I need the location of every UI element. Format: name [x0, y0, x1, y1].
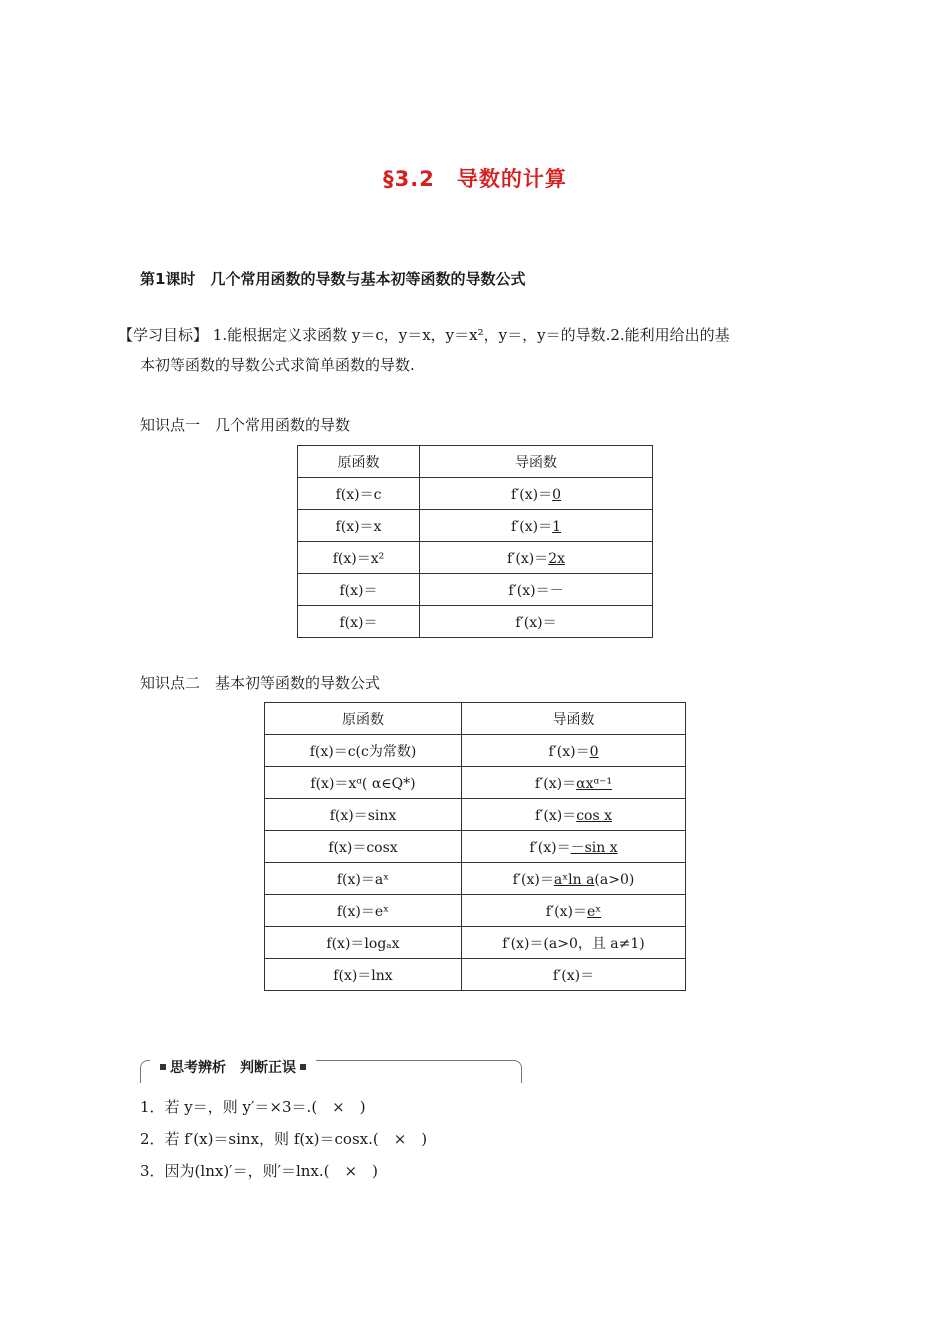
table-row	[265, 831, 686, 863]
derivative-cell	[462, 927, 686, 959]
derivative-cell	[462, 895, 686, 927]
think-label-a: 思考辨析	[170, 1060, 226, 1076]
page-title: §3.2 导数的计算	[383, 167, 567, 191]
original-function-cell: f(x)＝c(c为常数)	[265, 735, 462, 767]
goals-line-2: 本初等函数的导数公式求简单函数的导数.	[140, 356, 415, 374]
table-row	[298, 574, 653, 606]
question-2: 2．若 f′(x)＝sinx，则 f(x)＝cosx.( × )	[140, 1130, 428, 1148]
derivative-text: f′(x)＝	[534, 775, 577, 792]
think-label	[150, 1057, 316, 1077]
original-function-cell: f(x)＝x²	[298, 542, 420, 574]
square-bullet-icon	[160, 1064, 166, 1070]
original-function-cell: f(x)＝	[298, 574, 420, 606]
table-row	[265, 799, 686, 831]
square-bullet-icon	[300, 1064, 306, 1070]
derivative-text: f′(x)＝	[510, 518, 553, 535]
derivative-answer: αxᵅ⁻¹	[576, 775, 613, 792]
original-function-cell: f(x)＝sinx	[265, 799, 462, 831]
original-function-cell: f(x)＝	[298, 606, 420, 638]
table-row	[265, 895, 686, 927]
derivative-cell	[462, 735, 686, 767]
section-2-heading: 知识点二 基本初等函数的导数公式	[140, 674, 381, 692]
derivative-answer: aˣln a	[553, 871, 595, 888]
learning-goals	[118, 320, 818, 380]
derivative-cell	[462, 863, 686, 895]
table-header-derivative: 导函数	[420, 446, 653, 478]
derivative-cell	[420, 606, 653, 638]
original-function-cell: f(x)＝x	[298, 510, 420, 542]
question-1: 1．若 y＝，则 y′＝×3＝.( × )	[140, 1098, 366, 1116]
derivative-cell	[420, 478, 653, 510]
derivative-cell	[462, 831, 686, 863]
table-row	[298, 542, 653, 574]
derivative-text: f′(x)＝	[545, 903, 587, 920]
original-function-cell: f(x)＝aˣ	[265, 863, 462, 895]
table-common-derivatives	[297, 445, 653, 638]
original-function-cell: f(x)＝logₐx	[265, 927, 462, 959]
original-function-cell: f(x)＝c	[298, 478, 420, 510]
table-row	[265, 959, 686, 991]
original-function-cell: f(x)＝cosx	[265, 831, 462, 863]
derivative-answer: eˣ	[586, 903, 602, 920]
derivative-text: f′(x)＝(a>0，且 a≠1)	[502, 935, 645, 952]
derivative-cell	[420, 574, 653, 606]
derivative-text: f′(x)＝	[507, 550, 549, 567]
derivative-text: f′(x)＝	[515, 614, 557, 631]
derivative-answer: 0	[552, 486, 562, 503]
table-header-derivative: 导函数	[462, 703, 686, 735]
derivative-text: f′(x)＝	[548, 743, 590, 760]
table-row	[265, 767, 686, 799]
derivative-text: f′(x)＝	[512, 871, 554, 888]
table-header-original: 原函数	[298, 446, 420, 478]
derivative-text: f′(x)＝－	[508, 582, 564, 599]
table-row	[298, 478, 653, 510]
derivative-answer: －sin x	[570, 839, 618, 856]
derivative-text: (a>0)	[594, 871, 635, 888]
question-3: 3．因为(lnx)′＝，则′＝lnx.( × )	[140, 1162, 378, 1180]
table-basic-formulas	[264, 702, 686, 991]
goals-line-1: 1.能根据定义求函数 y＝c，y＝x，y＝x²，y＝，y＝的导数.2.能利用给出的基	[212, 326, 730, 344]
derivative-cell	[420, 542, 653, 574]
derivative-text: f′(x)＝	[510, 486, 553, 503]
table-row	[298, 510, 653, 542]
table-row	[265, 927, 686, 959]
derivative-cell	[462, 959, 686, 991]
derivative-answer: cos x	[576, 807, 612, 824]
derivative-answer: 1	[552, 518, 562, 535]
original-function-cell: f(x)＝eˣ	[265, 895, 462, 927]
table-row	[265, 863, 686, 895]
original-function-cell: f(x)＝lnx	[265, 959, 462, 991]
derivative-text: f′(x)＝	[552, 967, 595, 984]
derivative-answer: 2x	[548, 550, 565, 567]
derivative-cell	[462, 799, 686, 831]
derivative-cell	[462, 767, 686, 799]
section-1-heading: 知识点一 几个常用函数的导数	[140, 416, 351, 434]
derivative-answer: 0	[589, 743, 599, 760]
table-row	[265, 735, 686, 767]
original-function-cell: f(x)＝xᵅ( α∈Q*)	[265, 767, 462, 799]
think-label-b: 判断正误	[240, 1060, 296, 1076]
lesson-title: 第1课时 几个常用函数的导数与基本初等函数的导数公式	[140, 270, 526, 288]
derivative-text: f′(x)＝	[529, 839, 571, 856]
table-row	[298, 606, 653, 638]
derivative-cell	[420, 510, 653, 542]
goals-label: 【学习目标】	[118, 326, 209, 344]
table-header-original: 原函数	[265, 703, 462, 735]
derivative-text: f′(x)＝	[535, 807, 577, 824]
